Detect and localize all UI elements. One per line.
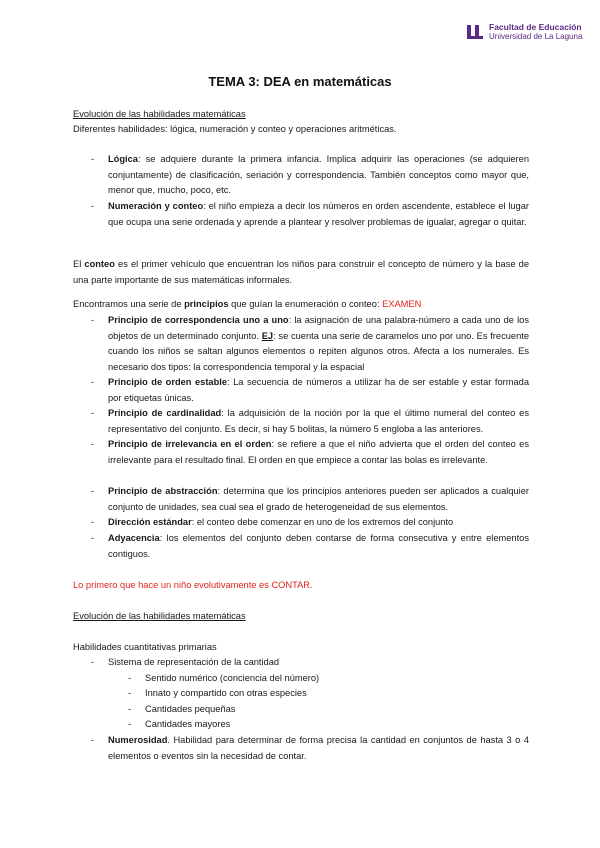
logo-faculty-name: Facultad de Educación	[489, 22, 582, 32]
bullet-dash: -	[91, 377, 95, 387]
exam-tag: EXAMEN	[382, 299, 422, 309]
item-term: Lógica	[108, 154, 138, 164]
item-text: : el conteo debe comenzar en uno de los extremos del conjunto	[191, 517, 454, 527]
list-item-sistema: Sistema de representación de la cantidad	[108, 657, 280, 667]
bullet-dash: -	[128, 688, 132, 698]
item-term: Adyacencia	[108, 533, 160, 543]
sub-item: Cantidades pequeñas	[145, 704, 236, 714]
faculty-logo	[466, 22, 582, 42]
bullet-dash: -	[91, 735, 95, 745]
conteo-pre: El	[73, 259, 85, 269]
bullet-dash: -	[128, 704, 132, 714]
sub-item: Sentido numérico (conciencia del número)	[145, 673, 320, 683]
bullet-dash: -	[91, 533, 95, 543]
list-item-adyacencia	[108, 531, 529, 562]
bullet-dash: -	[91, 408, 95, 418]
list-item-cardinalidad	[108, 406, 529, 437]
item-term: Principio de abstracción	[108, 486, 218, 496]
item-text: : se cuenta una serie de caramelos uno por uno. Es frecuente cuando los niños se saltan algunos elementos o repiten algunos otros. Afecta a los numerales. Es necesario dos tipos: la correspondencia temporal y la espacial	[108, 330, 529, 372]
item-term: Numerosidad	[108, 735, 168, 745]
item-term: Dirección estándar	[108, 517, 192, 527]
item-text: : La secuencia de números a utilizar ha de ser estable y estar formada por etiquetas únicas.	[108, 377, 529, 403]
bullet-dash: -	[91, 439, 95, 449]
conteo-post: es el primer vehículo que encuentran los niños para construir el concepto de número y la base de una parte importante de sus matemáticas informales.	[73, 259, 529, 285]
university-logo-icon	[466, 23, 484, 41]
logo-university-name: Universidad de La Laguna	[489, 32, 583, 41]
item-term: Numeración y conteo	[108, 201, 204, 211]
item-term: Principio de irrelevancia en el orden	[108, 439, 272, 449]
section2-subheading: Habilidades cuantitativas primarias	[73, 642, 217, 652]
bullet-dash: -	[91, 486, 95, 496]
item-term: Principio de cardinalidad	[108, 408, 222, 418]
principios-intro-pre: Encontramos una serie de	[73, 299, 185, 309]
bullet-dash: -	[128, 719, 132, 729]
list-item-irrelevancia	[108, 437, 529, 468]
list-item-orden-estable	[108, 375, 529, 406]
list-item-abstraccion	[108, 484, 529, 515]
item-text: : determina que los principios anteriores pueden ser aplicados a cualquier conjunto de unidades, sea cual sea el grado de heterogeneidad de sus elementos.	[108, 486, 529, 512]
conteo-paragraph	[73, 257, 529, 288]
list-item-numeracion	[108, 199, 529, 230]
list-item-numerosidad	[108, 733, 529, 764]
principios-term: principios	[184, 299, 229, 309]
list-item-logica	[108, 152, 529, 199]
bullet-dash: -	[91, 154, 95, 164]
list-item-correspondencia	[108, 313, 529, 375]
principios-intro-post: que guían la enumeración o conteo:	[228, 299, 383, 309]
item-text: : el niño empieza a decir los números en orden ascendente, establece el lugar que ocupa una serie ordenada y aprende a plantear y resolver problemas de igualar, agregar o quitar.	[108, 201, 529, 227]
section1-heading: Evolución de las habilidades matemáticas	[73, 109, 246, 119]
item-term: Principio de correspondencia uno a uno	[108, 315, 289, 325]
principios-intro	[73, 297, 421, 313]
sub-item: Innato y compartido con otras especies	[145, 688, 307, 698]
bullet-dash: -	[91, 315, 95, 325]
bullet-dash: -	[91, 657, 95, 667]
conteo-term: conteo	[84, 259, 115, 269]
item-text: : se refiere a que el niño advierta que el orden del conteo es irrelevante para el resultado final. El orden en que empiece a contar las bolas es irrelevante.	[108, 439, 529, 465]
bullet-dash: -	[91, 517, 95, 527]
ej-label: EJ	[261, 330, 274, 341]
bullet-dash: -	[91, 201, 95, 211]
page-title: TEMA 3: DEA en matemáticas	[208, 74, 392, 89]
contar-note: Lo primero que hace un niño evolutivamente es CONTAR.	[73, 580, 313, 590]
item-text: : la asignación de una palabra-número a cada uno de los objetos de un determinado conjunto.	[108, 315, 530, 341]
item-text: : los elementos del conjunto deben contarse de forma consecutiva y entre elementos contiguos.	[108, 533, 529, 559]
item-text: . Habilidad para determinar de forma precisa la cantidad en conjuntos de hasta 3 o 4 elementos o eventos sin la necesidad de contar.	[108, 735, 529, 761]
item-text: : la adquisición de la noción por la que el último numeral del conteo es representativo del conjunto. Es decir, si hay 5 bolitas, la número 5 engloba a las anteriores.	[108, 408, 529, 434]
bullet-dash: -	[128, 673, 132, 683]
section2-heading: Evolución de las habilidades matemáticas	[73, 611, 246, 621]
list-item-direccion	[108, 515, 529, 531]
section1-intro: Diferentes habilidades: lógica, numeración y conteo y operaciones aritméticas.	[73, 124, 397, 134]
item-term: Principio de orden estable	[108, 377, 228, 387]
item-text: : se adquiere durante la primera infancia. Implica adquirir las operaciones (se adquieren conjuntamente) de clasificación, seriación y correspondencia. También conceptos como mayor que, menor que, mucho, poco, etc.	[108, 154, 529, 195]
sub-item: Cantidades mayores	[145, 719, 231, 729]
